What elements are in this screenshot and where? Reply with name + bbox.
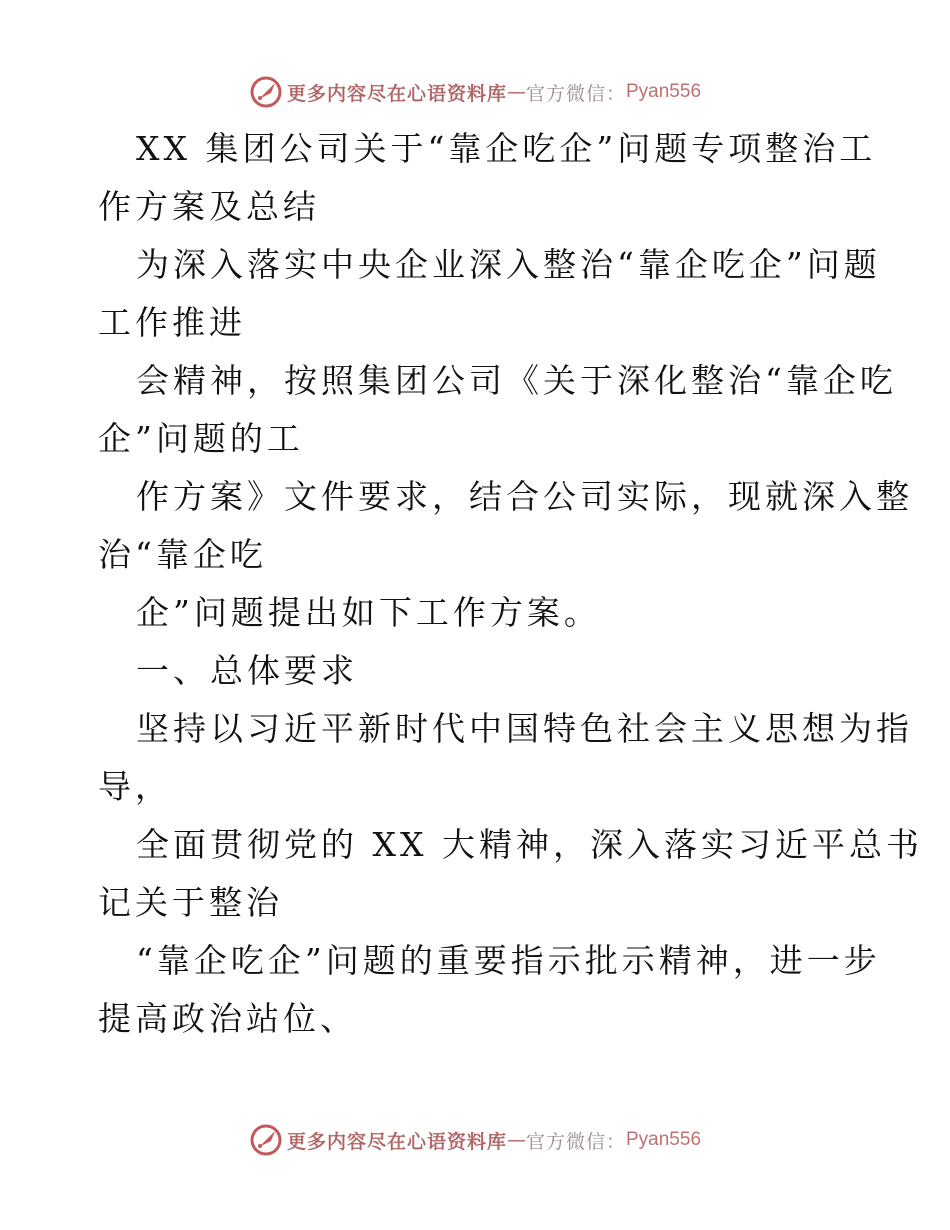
banner-site-text: 更多内容尽在心语资料库 bbox=[286, 82, 507, 105]
document-body bbox=[98, 120, 923, 1048]
doc-text-line: 记关于整治 bbox=[98, 883, 283, 922]
quill-circle-logo-icon bbox=[249, 1123, 283, 1157]
banner-separator: — bbox=[506, 1129, 526, 1151]
doc-text-line: 为深入落实中央企业深入整治“靠企吃企”问题 bbox=[136, 245, 881, 284]
doc-text-line: 会精神，按照集团公司《关于深化整治“靠企吃 bbox=[136, 361, 897, 400]
banner-wechat-label: 官方微信： bbox=[525, 82, 626, 105]
doc-text-line: 全面贯彻党的 XX 大精神，深入落实习近平总书 bbox=[136, 825, 923, 864]
doc-text-line: 坚持以习近平新时代中国特色社会主义思想为指 bbox=[136, 709, 913, 748]
doc-text-line: 提高政治站位、 bbox=[98, 999, 357, 1038]
banner-site-text: 更多内容尽在心语资料库 bbox=[286, 1130, 507, 1153]
doc-text-line: 导， bbox=[98, 767, 172, 806]
doc-text-line: 企”问题提出如下工作方案。 bbox=[136, 593, 601, 632]
doc-text-line: 治“靠企吃 bbox=[98, 535, 267, 574]
banner-wechat-id: Pyan556 bbox=[626, 1129, 702, 1150]
doc-text-line: 企”问题的工 bbox=[98, 419, 304, 458]
banner-wechat-id: Pyan556 bbox=[626, 81, 702, 102]
header-watermark-banner bbox=[0, 72, 950, 112]
doc-text-line: 工作推进 bbox=[98, 303, 246, 342]
banner-wechat-label: 官方微信： bbox=[525, 1130, 626, 1153]
doc-title-line-1: XX 集团公司关于“靠企吃企”问题专项整治工 bbox=[136, 129, 877, 168]
doc-text-line: 作方案》文件要求，结合公司实际，现就深入整 bbox=[136, 477, 913, 516]
section-heading: 一、总体要求 bbox=[136, 651, 358, 690]
doc-text-line: “靠企吃企”问题的重要指示批示精神，进一步 bbox=[136, 941, 881, 980]
quill-circle-logo-icon bbox=[249, 75, 283, 109]
doc-title-line-2: 作方案及总结 bbox=[98, 187, 320, 226]
banner-separator: — bbox=[506, 81, 526, 103]
footer-watermark-banner bbox=[0, 1120, 950, 1160]
